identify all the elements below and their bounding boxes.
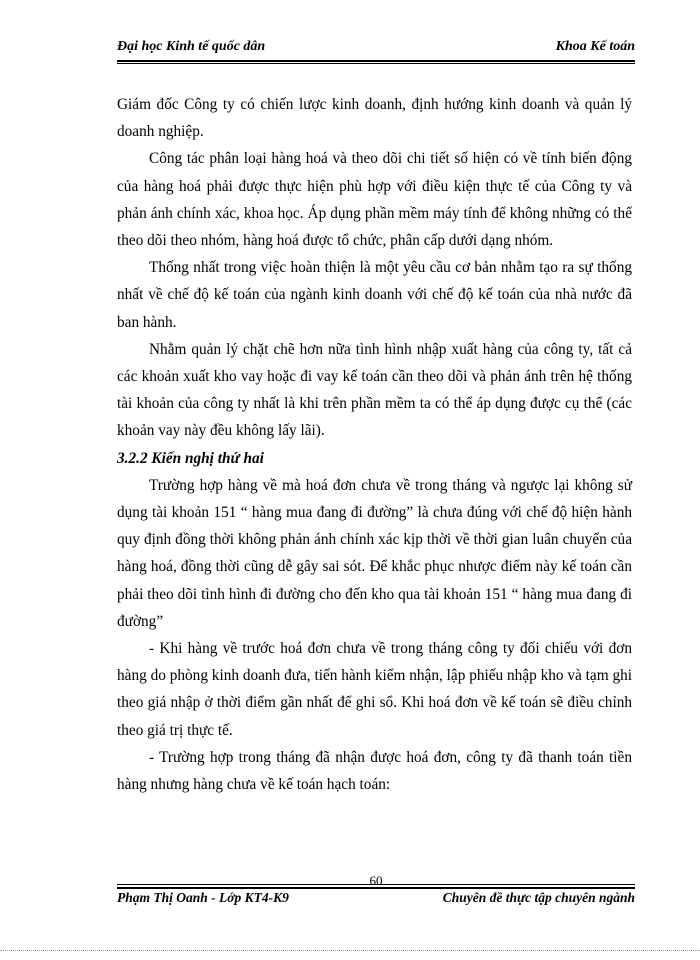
paragraph-6: - Khi hàng về trước hoá đơn chưa về trong tháng công ty đối chiếu với đơn hàng do phòng kinh doanh đưa, tiến hành kiểm nhận, lập phiếu nhập kho và tạm ghi theo giá nhập ở thời điểm gần nhất để ghi sổ. Khi hoá đơn về kế toán sẽ điều chỉnh theo giá trị thực tế. [117, 640, 632, 739]
footer-document-title: Chuyên đề thực tập chuyên ngành [442, 890, 635, 905]
document-body [117, 91, 632, 798]
page-header [117, 37, 635, 59]
paragraph-4: Nhằm quản lý chặt chẽ hơn nữa tình hình nhập xuất hàng của công ty, tất cả các khoản xuất kho vay hoặc đi vay kế toán cần theo dõi và phản ánh trên hệ thống tài khoản của công ty nhất là khi trên phần mềm ta có thể áp dụng được cụ thể (các khoản vay này đều không lấy lãi). [117, 340, 632, 440]
header-rule-thick [117, 60, 635, 62]
page-edge-divider [0, 950, 700, 951]
header-university: Đại học Kinh tế quốc dân [117, 39, 266, 54]
header-rule-thin [117, 63, 635, 64]
paragraph-5: Trường hợp hàng về mà hoá đơn chưa về trong tháng và ngược lại không sử dụng tài khoản 151 “ hàng mua đang đi đường” là chưa đúng với chế độ hiện hành quy định đồng thời không phản ánh chính xác kịp thời về thời gian luân chuyển của hàng hoá, đồng thời cũng dễ gây sai sót. Để khắc phục nhược điểm này kế toán cần phải theo dõi tình hình đi đường cho đến kho qua tài khoản 151 “ hàng mua đang đi đường” [117, 476, 632, 630]
page-footer [117, 890, 635, 912]
section-heading: 3.2.2 Kiến nghị thứ hai [117, 449, 264, 467]
paragraph-7: - Trường hợp trong tháng đã nhận được hoá đơn, công ty đã thanh toán tiền hàng nhưng hàng chưa về kế toán hạch toán: [117, 748, 632, 794]
paragraph-1: Giám đốc Công ty có chiến lược kinh doanh, định hướng kinh doanh và quản lý doanh nghiệp. [117, 96, 632, 141]
paragraph-3: Thống nhất trong việc hoàn thiện là một yêu cầu cơ bản nhằm tạo ra sự thống nhất về chế độ kế toán của ngành kinh doanh với chế độ kế toán của nhà nước đã ban hành. [117, 259, 632, 331]
paragraph-2: Công tác phân loại hàng hoá và theo dõi chi tiết số hiện có về tính biến động của hàng hoá phải được thực hiện phù hợp với điều kiện thực tế của Công ty và phản ánh chính xác, khoa học. Áp dụng phần mềm máy tính để không những có thể theo dõi theo nhóm, hàng hoá được tổ chức, phân cấp dưới dạng nhóm. [117, 150, 632, 250]
footer-rule-thin [117, 884, 635, 885]
page-number: 60 [369, 873, 383, 888]
footer-author: Phạm Thị Oanh - Lớp KT4-K9 [117, 890, 289, 905]
footer-rule-thick [117, 887, 635, 889]
header-faculty: Khoa Kế toán [555, 39, 635, 54]
